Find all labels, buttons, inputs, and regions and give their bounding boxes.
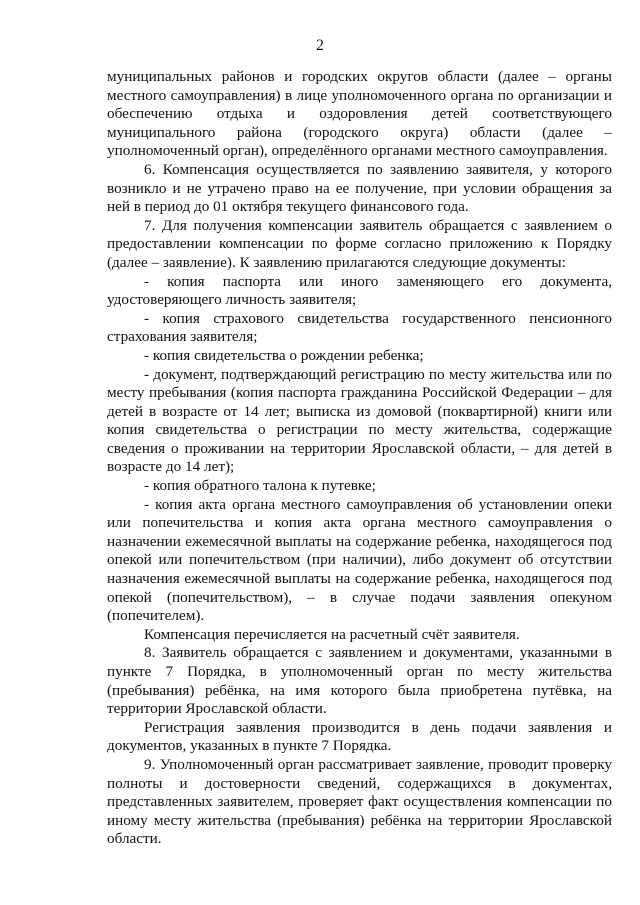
paragraph-item-8: 8. Заявитель обращается с заявлением и документами, указанными в пункте 7 Порядка, в уполномоченный орган по месту жительства (пребывания) ребёнка, на имя которого была приобретена путёвка, на территории Ярославской области.: [107, 644, 612, 718]
paragraph-compensation-transfer: Компенсация перечисляется на расчетный счёт заявителя.: [144, 625, 520, 643]
list-item-insurance-certificate: - копия страхового свидетельства государственного пенсионного страхования заявителя;: [107, 309, 612, 346]
page-number: 2: [316, 37, 324, 54]
paragraph-item-7: 7. Для получения компенсации заявитель обращается с заявлением о предоставлении компенсации по форме согласно приложению к Порядку (далее – заявление). К заявлению прилагаются следующие документы:: [107, 216, 612, 271]
list-item-guardianship-act: - копия акта органа местного самоуправления об установлении опеки или попечительства и копия акта органа местного самоуправления о назначении ежемесячной выплаты на содержание ребенка, находящегося под опекой или попечительством (при наличии), либо документ об отсутствии назначения ежемесячной выплаты на содержание ребенка, находящегося под опекой (попечительством), – в случае подачи заявления опекуном (попечителем).: [107, 495, 612, 625]
paragraph-registration: Регистрация заявления производится в день подачи заявления и документов, указанных в пункте 7 Порядка.: [107, 718, 612, 755]
document-body: [107, 68, 612, 849]
list-item-registration-document: - документ, подтверждающий регистрацию по месту жительства или по месту пребывания (копия паспорта гражданина Российской Федерации – для детей в возрасте от 14 лет; выписка из домовой (поквартирной) книги или копия свидетельства о регистрации по месту жительства, содержащие сведения о проживании на территории Ярославской области, – для детей в возрасте до 14 лет);: [107, 365, 612, 476]
list-item-birth-certificate: - копия свидетельства о рождении ребенка;: [144, 346, 424, 364]
paragraph-item-6: 6. Компенсация осуществляется по заявлению заявителя, у которого возникло и не утрачено право на ее получение, при условии обращения за ней в период до 01 октября текущего финансового года.: [107, 160, 612, 216]
paragraph-item-9: 9. Уполномоченный орган рассматривает заявление, проводит проверку полноты и достоверности сведений, содержащихся в документах, представленных заявителем, проверяет факт осуществления компенсации по иному месту жительства (пребывания) ребёнка на территории Ярославской области.: [107, 755, 612, 848]
list-item-return-coupon: - копия обратного талона к путевке;: [144, 477, 376, 495]
paragraph-continuation: муниципальных районов и городских округов области (далее – органы местного самоуправления) в лице уполномоченного органа по организации и обеспечению отдыха и оздоровления детей соответствующего муниципального района (городского округа) области (далее – уполномоченный орган), определённого органами местного самоуправления.: [107, 68, 612, 160]
list-item-passport-copy: - копия паспорта или иного заменяющего его документа, удостоверяющего личность заявителя;: [107, 272, 612, 309]
